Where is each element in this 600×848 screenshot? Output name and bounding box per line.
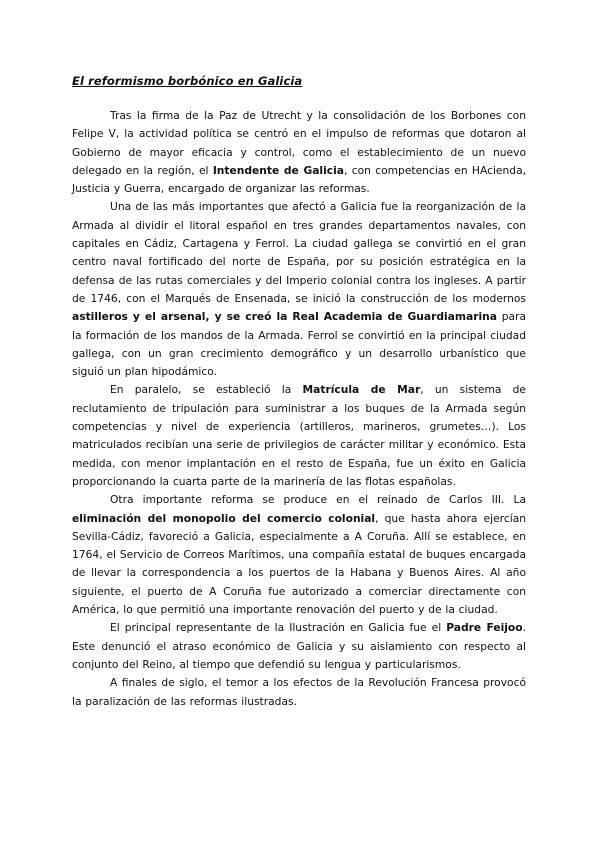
text-run: . Este denunció el atraso económico de Galicia y su aislamiento con respecto al conjunto del Reino, al tiempo que defendió su lengua y particularismos.	[72, 621, 526, 671]
text-run: , que hasta ahora ejercían Sevilla-Cádiz, favoreció a Galicia, especialmente a A Coruña. Allí se establece, en 1764, el Servicio de Correos Marítimos, una compañía estatal de buques encargada de llevar la correspondencia a los puertos de la Habana y Buenos Aires. Al año siguiente, el puerto de A Coruña fue autorizado a comerciar directamente con América, lo que permitió una importante renovación del puerto y de la ciudad.	[72, 511, 526, 617]
text-run: A finales de siglo, el temor a los efectos de la Revolución Francesa provocó la paralización de las reformas ilustradas.	[72, 676, 526, 708]
text-run: Una de las más importantes que afectó a Galicia fue la reorganización de la Armada al dividir el litoral español en tres grandes departamentos navales, con capitales en Cádiz, Cartagena y Ferrol. La ciudad gallega se convirtió en el gran centro naval fortificado del norte de España, por su posición estratégica en la defensa de las rutas comerciales y del Imperio colonial contra los ingleses. A partir de 1746, con el Marqués de Ensenada, se inició la construcción de los modernos	[72, 200, 526, 305]
text-run: En paralelo, se estableció la	[110, 383, 303, 397]
text-run: , con competencias en HAcienda, Justicia y Guerra, encargado de organizar las reformas.	[72, 163, 527, 196]
text-run: Otra importante reforma se produce en el reinado de Carlos III. La	[110, 493, 526, 507]
paragraph	[72, 619, 526, 674]
text-run: Tras la firma de la Paz de Utrecht y la consolidación de los Borbones con Felipe V, la actividad política se centró en el impulso de reformas que dotaron al Gobierno de mayor eficacia y control, como el establecimiento de un nuevo delegado en la región, el	[72, 109, 526, 177]
bold-term: Padre Feijoo	[446, 621, 523, 635]
paragraph	[72, 107, 526, 198]
paragraph	[72, 381, 526, 491]
document-body	[72, 107, 526, 711]
bold-term: astilleros y el arsenal, y se creó la Real Academia de Guardiamarina	[72, 310, 497, 324]
paragraph	[72, 491, 526, 619]
bold-term: eliminación del monopolio del comercio colonial	[72, 511, 376, 525]
paragraph	[72, 198, 526, 381]
bold-term: Matrícula de Mar	[302, 383, 421, 397]
text-run: El principal representante de la Ilustración en Galicia fue el	[110, 621, 447, 635]
document-title: El reformismo borbónico en Galicia	[72, 74, 303, 88]
paragraph	[72, 674, 526, 711]
bold-term: Intendente de Galicia	[212, 163, 344, 177]
text-run: para la formación de los mandos de la Armada. Ferrol se convirtió en la principal ciudad gallega, con un gran crecimiento demográfico y un desarrollo urbanístico que siguió un plan hipodámico.	[72, 310, 526, 379]
text-run: , un sistema de reclutamiento de tripulación para suministrar a los buques de la Armada según competencias y nivel de experiencia (artilleros, marineros, grumetes…). Los matriculados recibían una serie de privilegios de carácter militar y económico. Esta medida, con menor implantación en el resto de España, fue un éxito en Galicia proporcionando la cuarta parte de la marinería de las flotas españolas.	[72, 383, 527, 488]
